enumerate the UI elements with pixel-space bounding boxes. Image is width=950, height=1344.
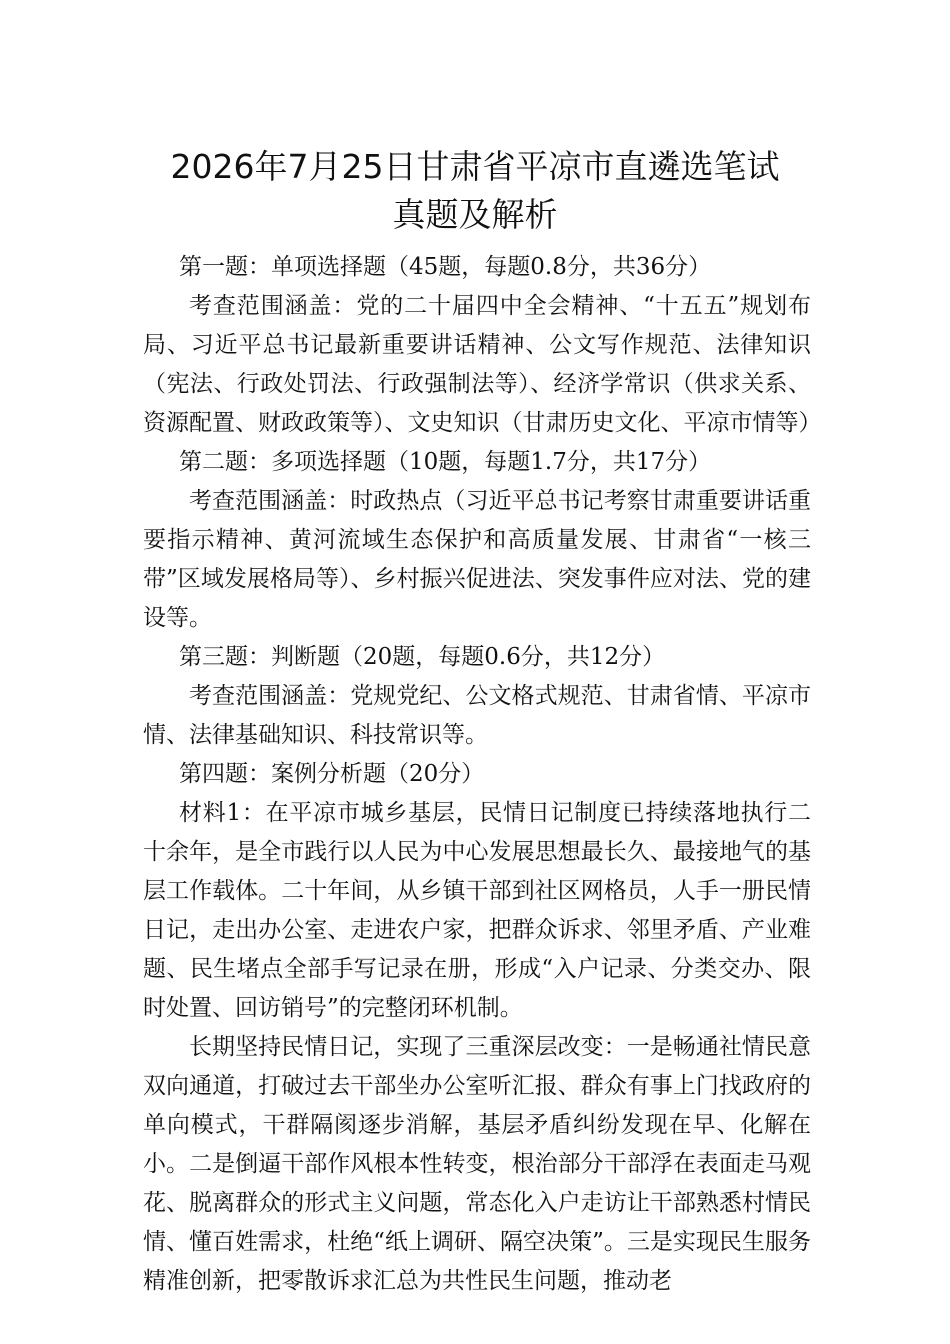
title-line-2: 真题及解析: [392, 195, 558, 234]
section-1-heading: 第一题：单项选择题（45题，每题0.8分，共36分）: [179, 254, 712, 280]
body-paragraph: 长期坚持民情日记，实现了三重深层改变：一是畅通社情民意双向通道，打破过去干部坐办公室听汇报、群众有事上门找政府的单向模式，干群隔阂逐步消解，基层矛盾纠纷发现在早、化解在小。二是倒逼干部作风根本性转变，根治部分干部浮在表面走马观花、脱离群众的形式主义问题，常态化入户走访让干部熟悉村情民情、懂百姓需求，杜绝“纸上调研、隔空决策”。三是实现民生服务精准创新，把零散诉求汇总为共性民生问题，推动老: [143, 1034, 811, 1294]
section-3-scope: 考查范围涵盖：党规党纪、公文格式规范、甘肃省情、平凉市情、法律基础知识、科技常识等。: [143, 683, 811, 748]
document-title: [100, 143, 850, 239]
section-2-heading: 第二题：多项选择题（10题，每题1.7分，共17分）: [179, 449, 712, 475]
section-4-heading: 第四题：案例分析题（20分）: [179, 761, 485, 787]
section-1-scope: 考查范围涵盖：党的二十届四中全会精神、“十五五”规划布局、习近平总书记最新重要讲话精神、公文写作规范、法律知识（宪法、行政处罚法、行政强制法等）、经济学常识（供求关系、资源配置、财政政策等）、文史知识（甘肃历史文化、平凉市情等）: [143, 293, 822, 436]
material-1-paragraph: 材料1：在平凉市城乡基层，民情日记制度已持续落地执行二十余年，是全市践行以人民为中心发展思想最长久、最接地气的基层工作载体。二十年间，从乡镇干部到社区网格员，人手一册民情日记，走出办公室、走进农户家，把群众诉求、邻里矛盾、产业难题、民生堵点全部手写记录在册，形成“入户记录、分类交办、限时处置、回访销号”的完整闭环机制。: [143, 800, 811, 1021]
section-3-heading: 第三题：判断题（20题，每题0.6分，共12分）: [179, 644, 666, 670]
document-body: [143, 248, 822, 1301]
section-2-scope: 考查范围涵盖：时政热点（习近平总书记考察甘肃重要讲话重要指示精神、黄河流域生态保护和高质量发展、甘肃省“一核三带”区域发展格局等）、乡村振兴促进法、突发事件应对法、党的建设等。: [143, 488, 811, 631]
title-line-1: 2026年7月25日甘肃省平凉市直遴选笔试: [170, 147, 780, 186]
